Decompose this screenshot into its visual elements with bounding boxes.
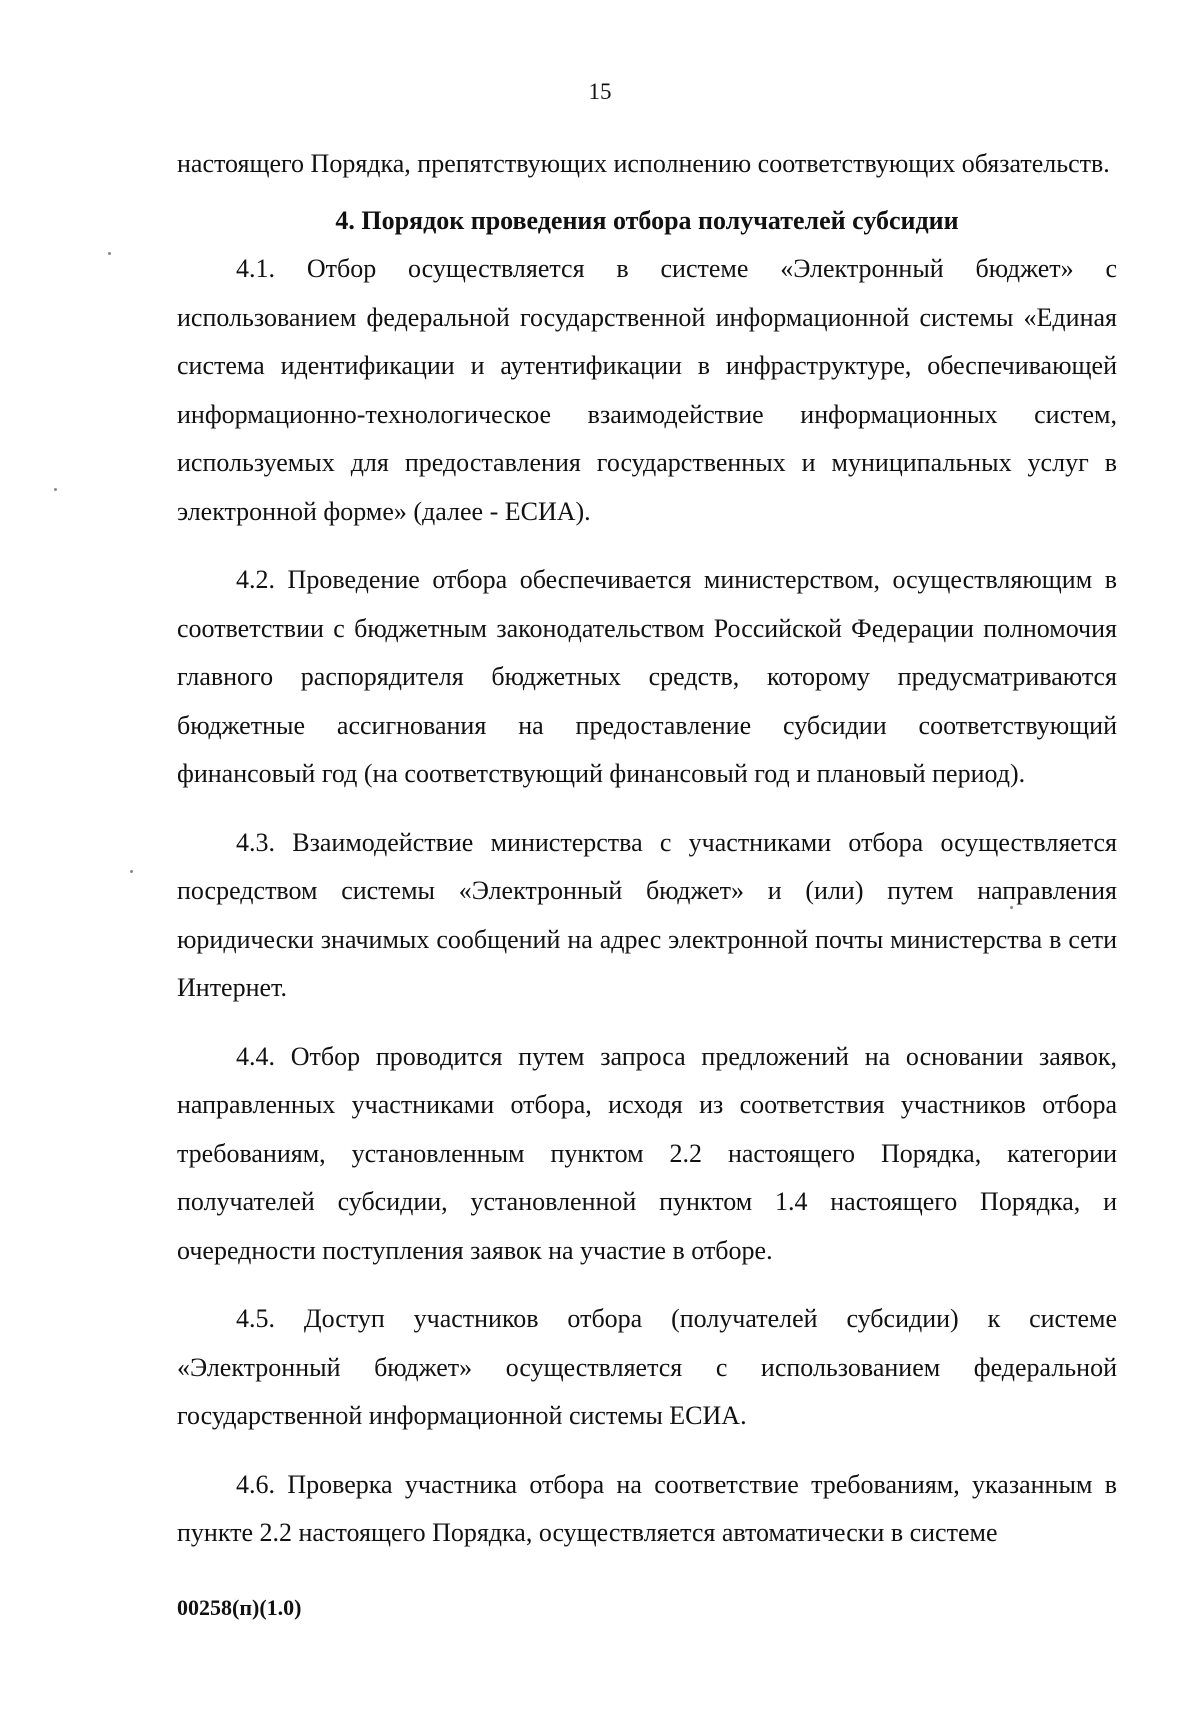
scan-speck (108, 252, 111, 255)
scan-speck (54, 488, 57, 491)
paragraph-4-2: 4.2. Проведение отбора обеспечивается министерством, осуществляющим в соответствии с бюджетным законодательством Российской Федерации полномочия главного распорядителя бюджетных средств, которому предусматриваются бюджетные ассигнования на предоставление субсидии соответствующий финансовый год (на соответствующий финансовый год и плановый период). (177, 565, 1117, 788)
paragraph-4-4: 4.4. Отбор проводится путем запроса предложений на основании заявок, направленных участниками отбора, исходя из соответствия участников отбора требованиям, установленным пунктом 2.2 настоящего Порядка, категории получателей субсидии, установленной пунктом 1.4 настоящего Порядка, и очередности поступления заявок на участие в отборе. (177, 1041, 1117, 1265)
document-body (177, 140, 1117, 1558)
scan-speck (130, 870, 133, 873)
scan-speck (1010, 906, 1013, 909)
paragraph-4-6: 4.6. Проверка участника отбора на соответствие требованиям, указанным в пункте 2.2 настоящего Порядка, осуществляется автоматически в системе (177, 1469, 1117, 1547)
section-heading: 4. Порядок проведения отбора получателей субсидии (335, 205, 959, 235)
paragraph-4-3: 4.3. Взаимодействие министерства с участниками отбора осуществляется посредством системы «Электронный бюджет» и (или) путем направления юридически значимых сообщений на адрес электронной почты министерства в сети Интернет. (177, 827, 1117, 1002)
paragraph-4-1: 4.1. Отбор осуществляется в системе «Электронный бюджет» с использованием федеральной государственной информационной системы «Единая система идентификации и аутентификации в инфраструктуре, обеспечивающей информационно-технологическое взаимодействие информационных систем, используемых для предоставления государственных и муниципальных услуг в электронной форме» (далее - ЕСИА). (177, 254, 1117, 526)
paragraph-4-5: 4.5. Доступ участников отбора (получателей субсидии) к системе «Электронный бюджет» осуществляется с использованием федеральной государственной информационной системы ЕСИА. (177, 1304, 1117, 1430)
page-number: 15 (588, 79, 612, 104)
paragraph-continuation: настоящего Порядка, препятствующих исполнению соответствующих обязательств. (177, 149, 1110, 178)
document-code: 00258(п)(1.0) (177, 1595, 302, 1620)
